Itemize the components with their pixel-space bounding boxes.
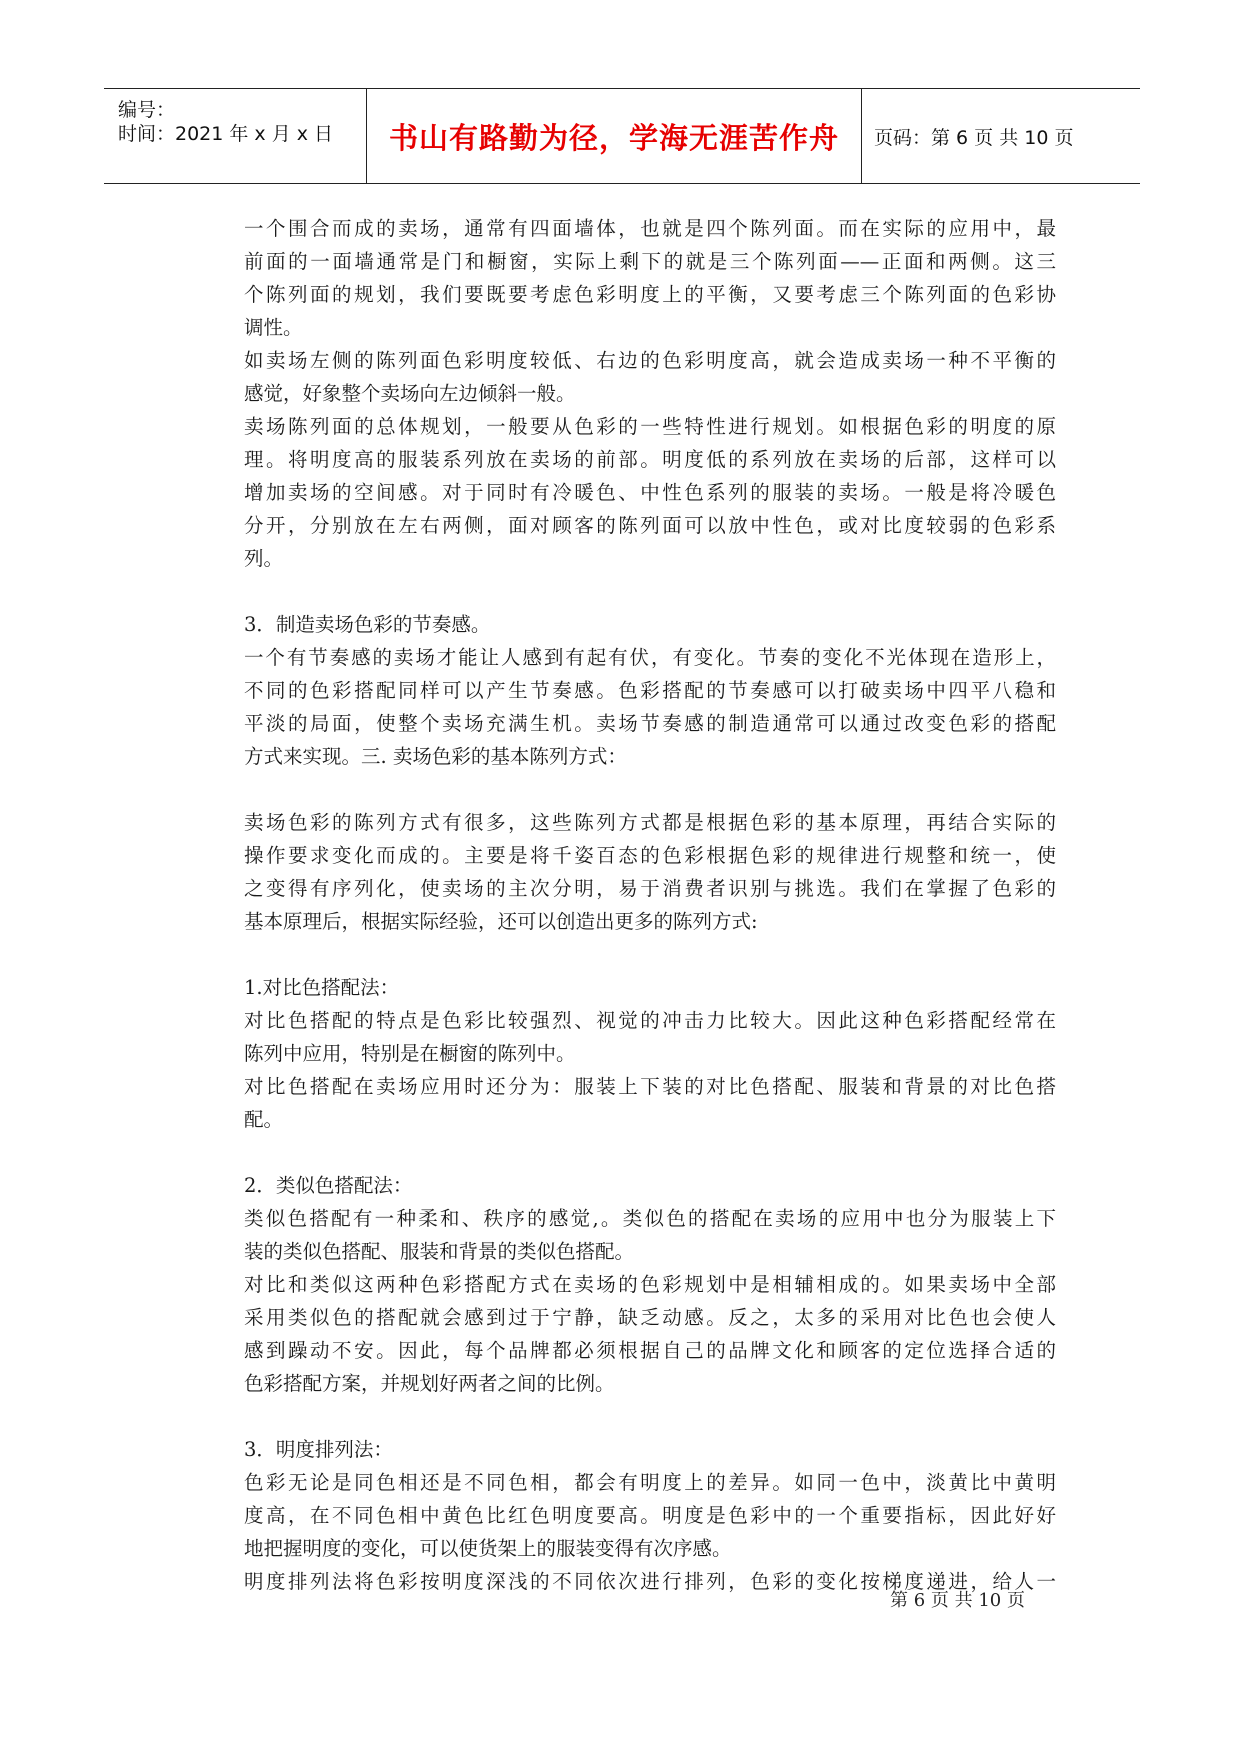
motto-text: 书山有路勤为径，学海无涯苦作舟 bbox=[388, 121, 839, 155]
text-line: 列。 bbox=[244, 547, 284, 570]
text-line: 方式来实现。三. 卖场色彩的基本陈列方式： bbox=[244, 745, 627, 768]
text-line: 卖场陈列面的总体规划，一般要从色彩的一些特性进行规划。如根据色彩的明度的原 bbox=[244, 415, 1056, 438]
text-line: 对比色搭配的特点是色彩比较强烈、视觉的冲击力比较大。因此这种色彩搭配经常在 bbox=[244, 1009, 1056, 1032]
heading-line: 3．制造卖场色彩的节奏感。 bbox=[244, 613, 491, 636]
paragraph bbox=[244, 212, 1056, 344]
blank-line bbox=[244, 575, 1056, 608]
text-line: 陈列中应用，特别是在橱窗的陈列中。 bbox=[244, 1042, 576, 1065]
heading-line: 3．明度排列法： bbox=[244, 1438, 393, 1461]
text-line: 对比色搭配在卖场应用时还分为：服装上下装的对比色搭配、服装和背景的对比色搭 bbox=[244, 1075, 1056, 1098]
section-heading bbox=[244, 608, 1056, 641]
date-label: 时间：2021 年 x 月 x 日 bbox=[118, 123, 334, 145]
document-body bbox=[244, 212, 1056, 1598]
blank-line bbox=[244, 1400, 1056, 1433]
text-line: 装的类似色搭配、服装和背景的类似色搭配。 bbox=[244, 1240, 635, 1263]
text-line: 之变得有序列化，使卖场的主次分明，易于消费者识别与挑选。我们在掌握了色彩的 bbox=[244, 877, 1056, 900]
text-line: 不同的色彩搭配同样可以产生节奏感。色彩搭配的节奏感可以打破卖场中四平八稳和 bbox=[244, 679, 1056, 702]
text-line: 一个围合而成的卖场，通常有四面墙体，也就是四个陈列面。而在实际的应用中，最 bbox=[244, 217, 1056, 240]
blank-line bbox=[244, 938, 1056, 971]
text-line: 对比和类似这两种色彩搭配方式在卖场的色彩规划中是相辅相成的。如果卖场中全部 bbox=[244, 1273, 1056, 1296]
paragraph bbox=[244, 1004, 1056, 1070]
text-line: 色彩搭配方案，并规划好两者之间的比例。 bbox=[244, 1372, 615, 1395]
page-header-table bbox=[104, 88, 1140, 184]
header-motto-cell bbox=[366, 89, 862, 183]
text-line: 分开，分别放在左右两侧，面对顾客的陈列面可以放中性色，或对比度较弱的色彩系 bbox=[244, 514, 1056, 537]
text-line: 地把握明度的变化，可以使货架上的服装变得有次序感。 bbox=[244, 1537, 732, 1560]
text-line: 色彩无论是同色相还是不同色相，都会有明度上的差异。如同一色中，淡黄比中黄明 bbox=[244, 1471, 1056, 1494]
text-line: 基本原理后，根据实际经验，还可以创造出更多的陈列方式: bbox=[244, 910, 758, 933]
text-line: 采用类似色的搭配就会感到过于宁静，缺乏动感。反之，太多的采用对比色也会使人 bbox=[244, 1306, 1056, 1329]
header-page-number: 页码：第 6 页 共 10 页 bbox=[874, 127, 1074, 149]
text-line: 配。 bbox=[244, 1108, 284, 1131]
paragraph bbox=[244, 1268, 1056, 1400]
heading-line: 2．类似色搭配法： bbox=[244, 1174, 413, 1197]
section-heading bbox=[244, 1433, 1056, 1466]
text-line: 度高，在不同色相中黄色比红色明度要高。明度是色彩中的一个重要指标，因此好好 bbox=[244, 1504, 1056, 1527]
text-line: 感到躁动不安。因此，每个品牌都必须根据自己的品牌文化和顾客的定位选择合适的 bbox=[244, 1339, 1056, 1362]
text-line: 理。将明度高的服装系列放在卖场的前部。明度低的系列放在卖场的后部，这样可以 bbox=[244, 448, 1056, 471]
text-line: 感觉，好象整个卖场向左边倾斜一般。 bbox=[244, 382, 576, 405]
paragraph bbox=[244, 410, 1056, 575]
text-line: 增加卖场的空间感。对于同时有冷暖色、中性色系列的服装的卖场。一般是将冷暖色 bbox=[244, 481, 1056, 504]
paragraph bbox=[244, 1202, 1056, 1268]
blank-line bbox=[244, 773, 1056, 806]
paragraph bbox=[244, 1070, 1056, 1136]
text-line: 卖场色彩的陈列方式有很多，这些陈列方式都是根据色彩的基本原理，再结合实际的 bbox=[244, 811, 1056, 834]
text-line: 平淡的局面，使整个卖场充满生机。卖场节奏感的制造通常可以通过改变色彩的搭配 bbox=[244, 712, 1056, 735]
text-line: 个陈列面的规划，我们要既要考虑色彩明度上的平衡，又要考虑三个陈列面的色彩协 bbox=[244, 283, 1056, 306]
text-line: 操作要求变化而成的。主要是将千姿百态的色彩根据色彩的规律进行规整和统一，使 bbox=[244, 844, 1056, 867]
page-footer: 第 6 页 共 10 页 bbox=[890, 1590, 1025, 1611]
section-heading bbox=[244, 971, 1056, 1004]
paragraph bbox=[244, 641, 1056, 773]
heading-line: 1.对比色搭配法： bbox=[244, 976, 400, 999]
blank-line bbox=[244, 1136, 1056, 1169]
text-line: 明度排列法将色彩按明度深浅的不同依次进行排列，色彩的变化按梯度递进，给人一 bbox=[244, 1570, 1056, 1593]
text-line: 一个有节奏感的卖场才能让人感到有起有伏，有变化。节奏的变化不光体现在造形上， bbox=[244, 646, 1056, 669]
header-meta-cell bbox=[104, 89, 366, 183]
section-heading bbox=[244, 1169, 1056, 1202]
serial-number-label: 编号： bbox=[118, 99, 176, 121]
paragraph bbox=[244, 1466, 1056, 1565]
text-line: 调性。 bbox=[244, 316, 303, 339]
header-page-cell bbox=[862, 89, 1140, 183]
text-line: 如卖场左侧的陈列面色彩明度较低、右边的色彩明度高，就会造成卖场一种不平衡的 bbox=[244, 349, 1056, 372]
paragraph bbox=[244, 806, 1056, 938]
text-line: 前面的一面墙通常是门和橱窗，实际上剩下的就是三个陈列面——正面和两侧。这三 bbox=[244, 250, 1056, 273]
paragraph bbox=[244, 344, 1056, 410]
text-line: 类似色搭配有一种柔和、秩序的感觉,。类似色的搭配在卖场的应用中也分为服装上下 bbox=[244, 1207, 1056, 1230]
